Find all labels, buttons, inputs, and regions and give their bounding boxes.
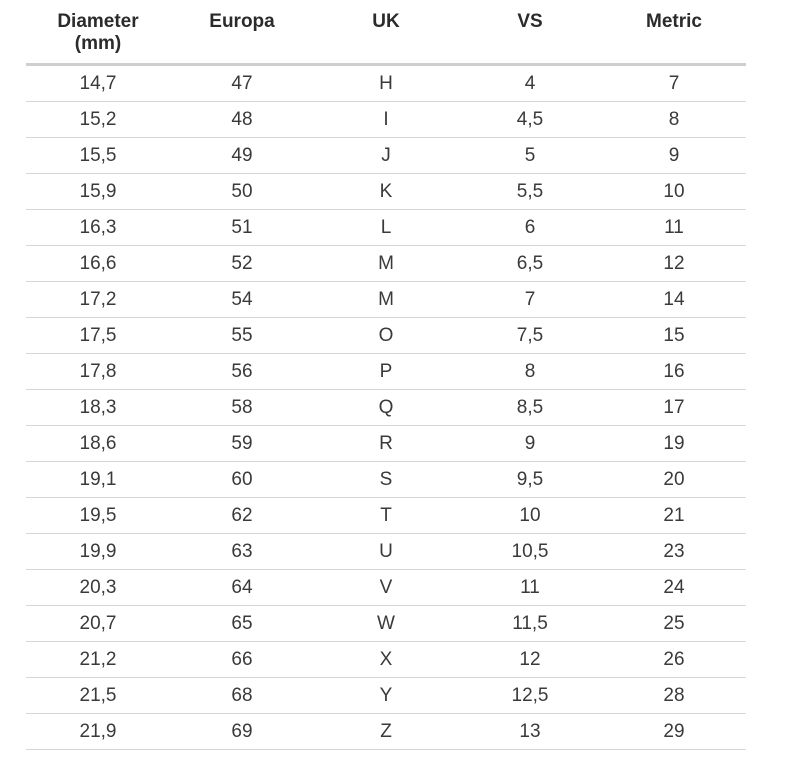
- cell-europa: 66: [231, 648, 253, 670]
- cell-uk: H: [379, 72, 393, 94]
- cell-europa: 65: [231, 612, 253, 634]
- cell-europa: 56: [231, 360, 253, 382]
- table-row: [26, 174, 746, 210]
- cell-diameter: 21,5: [79, 684, 117, 706]
- table-header: [26, 0, 746, 66]
- cell-vs: 9: [524, 432, 536, 454]
- cell-metric: 17: [663, 396, 685, 418]
- table-row: [26, 606, 746, 642]
- cell-metric: 20: [663, 468, 685, 490]
- cell-metric: 26: [663, 648, 685, 670]
- cell-diameter: 15,2: [79, 108, 117, 130]
- table-row: [26, 318, 746, 354]
- cell-vs: 7,5: [516, 324, 544, 346]
- cell-europa: 51: [231, 216, 253, 238]
- cell-vs: 13: [519, 720, 541, 742]
- cell-diameter: 20,3: [79, 576, 117, 598]
- cell-metric: 15: [663, 324, 685, 346]
- cell-metric: 10: [663, 180, 685, 202]
- cell-uk: K: [379, 180, 393, 202]
- cell-europa: 58: [231, 396, 253, 418]
- cell-metric: 16: [663, 360, 685, 382]
- cell-uk: M: [378, 252, 394, 274]
- cell-metric: 19: [663, 432, 685, 454]
- table-body: [26, 66, 746, 750]
- ring-size-table: [26, 0, 746, 750]
- cell-europa: 69: [231, 720, 253, 742]
- table-row: [26, 210, 746, 246]
- cell-uk: I: [383, 108, 389, 130]
- header-metric: Metric: [646, 11, 702, 32]
- cell-vs: 11: [520, 576, 540, 598]
- cell-uk: Y: [379, 684, 393, 706]
- table-row: [26, 354, 746, 390]
- table-row: [26, 534, 746, 570]
- table-row: [26, 570, 746, 606]
- cell-uk: O: [378, 324, 394, 346]
- cell-vs: 5,5: [516, 180, 544, 202]
- cell-uk: U: [379, 540, 393, 562]
- cell-europa: 47: [231, 72, 253, 94]
- cell-metric: 8: [668, 108, 680, 130]
- cell-vs: 10,5: [511, 540, 549, 562]
- cell-metric: 29: [663, 720, 685, 742]
- table-row: [26, 714, 746, 750]
- cell-europa: 52: [231, 252, 253, 274]
- table-row: [26, 498, 746, 534]
- cell-vs: 4,5: [516, 108, 544, 130]
- cell-metric: 12: [663, 252, 685, 274]
- cell-uk: W: [377, 612, 395, 634]
- cell-metric: 14: [663, 288, 685, 310]
- cell-vs: 6: [524, 216, 536, 238]
- cell-uk: M: [378, 288, 394, 310]
- cell-uk: R: [379, 432, 393, 454]
- cell-metric: 21: [663, 504, 685, 526]
- cell-diameter: 19,5: [79, 504, 117, 526]
- cell-vs: 8: [524, 360, 536, 382]
- cell-metric: 7: [668, 72, 680, 94]
- cell-vs: 7: [524, 288, 536, 310]
- cell-metric: 11: [664, 216, 684, 238]
- cell-metric: 24: [663, 576, 685, 598]
- cell-uk: Z: [380, 720, 392, 742]
- cell-uk: P: [379, 360, 393, 382]
- cell-metric: 28: [663, 684, 685, 706]
- cell-europa: 55: [231, 324, 253, 346]
- cell-diameter: 18,6: [79, 432, 117, 454]
- table-row: [26, 138, 746, 174]
- table-row: [26, 282, 746, 318]
- cell-europa: 63: [231, 540, 253, 562]
- cell-metric: 23: [663, 540, 685, 562]
- cell-europa: 62: [231, 504, 253, 526]
- cell-metric: 9: [668, 144, 680, 166]
- cell-diameter: 16,6: [79, 252, 117, 274]
- cell-vs: 11,5: [512, 612, 548, 634]
- cell-uk: J: [381, 144, 391, 166]
- cell-diameter: 21,2: [79, 648, 117, 670]
- cell-vs: 5: [524, 144, 536, 166]
- cell-europa: 49: [231, 144, 253, 166]
- table-row: [26, 462, 746, 498]
- cell-diameter: 21,9: [79, 720, 117, 742]
- table-row: [26, 678, 746, 714]
- cell-diameter: 19,9: [79, 540, 117, 562]
- cell-diameter: 19,1: [79, 468, 117, 490]
- cell-vs: 12: [519, 648, 541, 670]
- cell-europa: 50: [231, 180, 253, 202]
- table-row: [26, 102, 746, 138]
- table-row: [26, 426, 746, 462]
- cell-europa: 48: [231, 108, 253, 130]
- cell-europa: 59: [231, 432, 253, 454]
- cell-diameter: 17,5: [79, 324, 117, 346]
- cell-europa: 64: [231, 576, 253, 598]
- table-row: [26, 390, 746, 426]
- cell-uk: L: [380, 216, 392, 238]
- header-europa: Europa: [209, 11, 275, 32]
- cell-diameter: 18,3: [79, 396, 117, 418]
- cell-metric: 25: [663, 612, 685, 634]
- header-vs: VS: [517, 11, 543, 32]
- header-uk: UK: [372, 11, 400, 32]
- cell-diameter: 17,2: [79, 288, 117, 310]
- cell-vs: 12,5: [511, 684, 549, 706]
- cell-diameter: 14,7: [79, 72, 117, 94]
- table-row: [26, 246, 746, 282]
- cell-uk: X: [379, 648, 393, 670]
- cell-europa: 68: [231, 684, 253, 706]
- cell-vs: 9,5: [516, 468, 544, 490]
- table-row: [26, 66, 746, 102]
- cell-europa: 60: [231, 468, 253, 490]
- cell-uk: T: [380, 504, 392, 526]
- cell-diameter: 16,3: [79, 216, 117, 238]
- cell-uk: Q: [378, 396, 394, 418]
- cell-vs: 6,5: [516, 252, 544, 274]
- header-diameter: Diameter (mm): [57, 11, 139, 54]
- table-row: [26, 642, 746, 678]
- cell-europa: 54: [231, 288, 253, 310]
- cell-diameter: 17,8: [79, 360, 117, 382]
- cell-vs: 4: [524, 72, 536, 94]
- cell-uk: V: [379, 576, 393, 598]
- cell-diameter: 15,9: [79, 180, 117, 202]
- cell-diameter: 15,5: [79, 144, 117, 166]
- cell-uk: S: [379, 468, 393, 490]
- cell-vs: 8,5: [516, 396, 544, 418]
- cell-vs: 10: [519, 504, 541, 526]
- cell-diameter: 20,7: [79, 612, 117, 634]
